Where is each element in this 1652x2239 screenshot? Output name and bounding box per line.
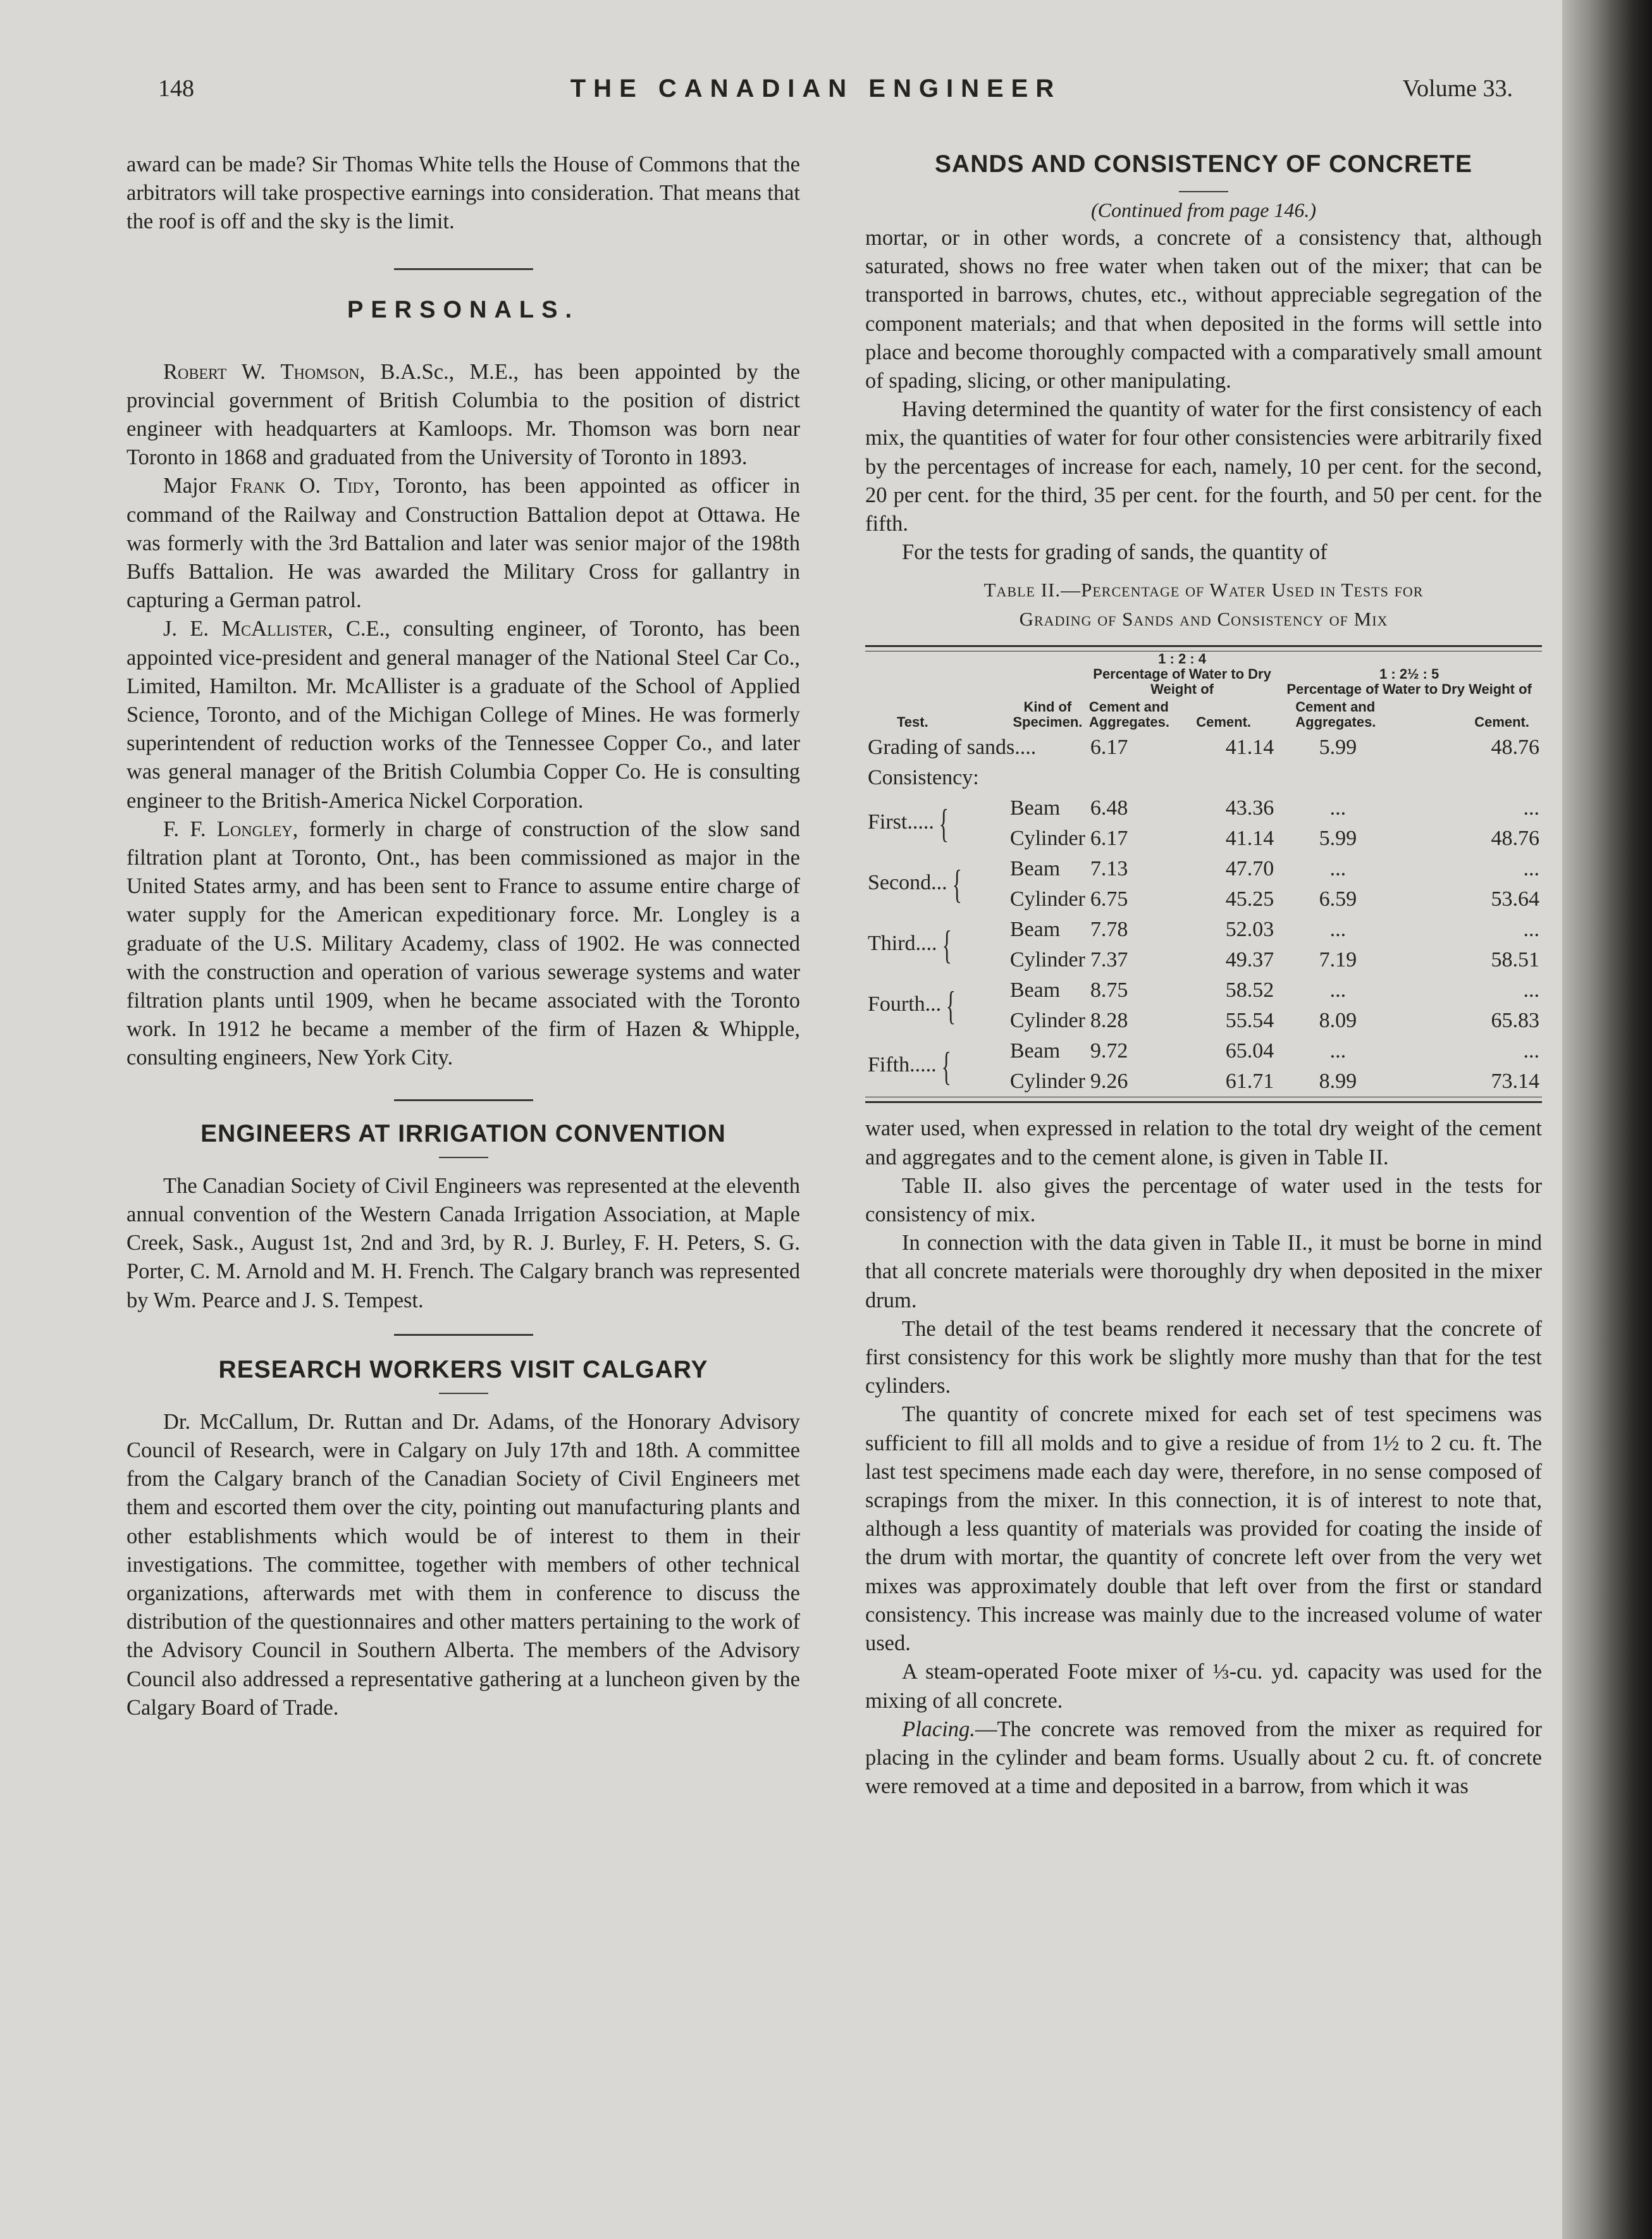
research-paragraph: Dr. McCallum, Dr. Ruttan and Dr. Adams, of the Honorary Advisory Council of Research, were in Calgary on July 17th and 18th. A committee from the Calgary branch of the Canadian Society of Civil Engineers met them and escorted them over the city, pointing out manufacturing plants and other establishments which would be of interest to them in their investigations. The committee, together with members of other technical organizations, afterwards met with them in conference to discuss the distribution of the questionnaires and other matters pertaining to the work of the Advisory Council in Southern Alberta. The members of the Advisory Council also addressed a representative gathering at a luncheon given by the Calgary Board of Trade. (126, 1409, 800, 1720)
table-cell: 52.03 (1225, 918, 1274, 942)
irrigation-heading: ENGINEERS AT IRRIGATION CONVENTION (200, 1120, 726, 1147)
table-cell: 41.14 (1225, 736, 1274, 760)
specimen-kind: Beam (1009, 796, 1061, 820)
table-cell: 43.36 (1225, 796, 1274, 820)
personals-heading: PERSONALS. (347, 296, 580, 323)
irrigation-paragraph: The Canadian Society of Civil Engineers was represented at the eleventh annual convention of the Western Canada Irrigation Association, at Maple Creek, Sask., August 1st, 2nd and 3rd, by R. J. Burley, F. H. Peters, S. G. Porter, C. M. Arnold and M. H. French. The Calgary branch was represented by Wm. Pearce and J. S. Tempest. (126, 1173, 800, 1312)
specimen-kind: Beam (1009, 978, 1061, 1002)
table-cell: 7.78 (1090, 918, 1128, 942)
brace-mark: { (952, 861, 962, 907)
table-cell: ... (1523, 1039, 1539, 1063)
person-name: F. F. Longley, (163, 817, 299, 841)
specimen-kind: Cylinder (1009, 1070, 1085, 1094)
table-cell: 8.28 (1090, 1009, 1128, 1033)
table-cell: 41.14 (1225, 827, 1274, 851)
person-rank: Major (163, 474, 231, 498)
consistency-label (865, 793, 1008, 854)
placing-text: —The concrete was removed from the mixer as required for placing in the cylinder and beam forms. Usually about 2 cu. ft. of concrete were removed at a time and deposited in a barrow, from which it was (865, 1717, 1542, 1799)
table-row (865, 1036, 1542, 1066)
consistency-label (865, 854, 1008, 915)
specimen-kind: Cylinder (1009, 887, 1085, 911)
person-name: J. E. McAllister, (163, 617, 333, 641)
consistency-label (865, 915, 1008, 975)
table-cell: ... (1523, 978, 1539, 1002)
page-number: 148 (158, 75, 194, 102)
table-cell: 58.51 (1491, 948, 1539, 972)
personal-text: B.A.Sc., M.E., has been appointed by the provincial government of British Columbia to the position of district engineer with headquarters at Kamloops. Mr. Thomson was born near Toronto in 1868 and graduated from the University of Toronto in 1893. (126, 359, 800, 470)
table-cell: 9.26 (1090, 1070, 1128, 1094)
article-paragraph: In connection with the data given in Table II., it must be borne in mind that all concrete materials were thoroughly dry when deposited in the mixer drum. (865, 1231, 1542, 1312)
group-ratio: 1 : 2½ : 5 (1379, 666, 1439, 682)
article-paragraph (865, 1715, 1542, 1801)
article-paragraph: A steam-operated Foote mixer of ⅓-cu. yd. capacity was used for the mixing of all concrete. (865, 1660, 1542, 1713)
table-row (865, 732, 1542, 763)
table-cell: 65.83 (1491, 1009, 1539, 1033)
table-cell: 53.64 (1491, 887, 1539, 911)
group-header-2 (1276, 651, 1542, 700)
person-name: Frank O. Tidy, (230, 474, 380, 498)
specimen-kind: Cylinder (1009, 1009, 1085, 1033)
article-paragraph: Having determined the quantity of water for the first consistency of each mix, the quantities of water for four other consistencies were arbitrarily fixed by the percentages of increase for each, namely, 10 per cent. for the second, 20 per cent. for the third, 35 per cent. for the fourth, and 50 per cent. for the fifth. (865, 397, 1542, 536)
person-name: Robert W. Thomson, (163, 359, 366, 384)
group-header-1 (1088, 651, 1276, 700)
table-cell: 8.75 (1090, 978, 1128, 1002)
table-cell: 9.72 (1090, 1039, 1128, 1063)
right-column (865, 151, 1542, 1801)
col-header-cement: Cement. (1196, 714, 1252, 731)
table-row (865, 854, 1542, 884)
water-percentage-table (865, 651, 1542, 1097)
brace-mark: { (942, 922, 952, 968)
table-cell: 48.76 (1491, 827, 1539, 851)
col-header-aggregates: Cement and Aggregates. (1295, 699, 1376, 731)
table-row (865, 915, 1542, 945)
table-cell: ... (1523, 796, 1539, 820)
table-body (865, 732, 1542, 1097)
table-cell: 65.04 (1225, 1039, 1274, 1063)
specimen-kind: Beam (1009, 857, 1061, 881)
personal-text: formerly in charge of construction of the slow sand filtration plant at Toronto, Ont., has been commissioned as major in the United States army, and has been sent to France to assume entire charge of water supply for the American expeditionary force. Mr. Longley is a graduate of the U.S. Military Academy, class of 1902. He was connected with the construction and operation of various sewerage systems and water filtration plants until 1909, when he became associated with the Toronto work. In 1912 he became a member of the firm of Hazen & Whipple, consulting engineers, New York City. (126, 817, 800, 1070)
table-cell: 55.54 (1225, 1009, 1274, 1033)
specimen-kind: Cylinder (1009, 948, 1085, 972)
table-cell: ... (1329, 918, 1347, 942)
consistency-label (865, 975, 1008, 1036)
consistency-name: Third.... (868, 932, 937, 956)
article-paragraph: mortar, or in other words, a concrete of a consistency that, although saturated, shows no free water when taken out of the mixer; that can be transported in barrows, chutes, etc., without appreciable segregation of the component materials; and that when deposited in the forms will settle into place and become thoroughly compacted with a comparatively small amount of spading, slicing, or other manipulating. (865, 226, 1542, 393)
brace-mark: { (939, 801, 949, 846)
journal-title: THE CANADIAN ENGINEER (570, 75, 1062, 102)
brace-mark: { (941, 1044, 951, 1089)
group-desc: Percentage of Water to Dry Weight of (1286, 681, 1532, 698)
left-column (126, 151, 800, 1722)
continued-note: (Continued from page 146.) (1090, 199, 1317, 221)
brace-mark: { (946, 983, 956, 1028)
consistency-label (865, 1036, 1008, 1097)
consistency-name: Fifth..... (868, 1053, 937, 1077)
table-cell: 45.25 (1225, 887, 1274, 911)
specimen-kind: Beam (1009, 918, 1061, 942)
book-spine-shadow (1562, 0, 1652, 2239)
table-cell: 6.17 (1090, 827, 1128, 851)
personal-item (126, 615, 800, 815)
table-cell: 49.37 (1225, 948, 1274, 972)
table-cell: 6.17 (1090, 736, 1128, 760)
table-row (865, 793, 1542, 823)
table-cell: ... (1329, 796, 1347, 820)
article-paragraph: water used, when expressed in relation to the total dry weight of the cement and aggregates and to the cement alone, is given in Table II. (865, 1116, 1542, 1169)
personal-item (126, 815, 800, 1073)
col-header-cement: Cement. (1474, 714, 1529, 731)
specimen-kind: Cylinder (1009, 827, 1085, 851)
table-row (865, 975, 1542, 1006)
article-paragraph: The quantity of concrete mixed for each set of test specimens was sufficient to fill all molds and to give a residue of from 1½ to 2 cu. ft. The last test specimens made each day were, therefore, in no sense composed of scrapings from the mixer. In this connection, it is of interest to note that, although a less quantity of materials was provided for coating the inside of the drum with mortar, the quantity of concrete left over from the very wet mixes was approximately double that left over from the first or standard consistency. This increase was mainly due to the increased volume of water used. (865, 1402, 1542, 1656)
col-header-aggregates: Cement and Aggregates. (1088, 699, 1170, 731)
col-header-test: Test. (897, 714, 928, 731)
table-cell: 61.71 (1225, 1070, 1274, 1094)
table-caption-line: Grading of Sands and Consistency of Mix (1019, 608, 1388, 631)
personal-text: Toronto, has been appointed as officer in command of the Railway and Construction Battalion depot at Ottawa. He was formerly with the 3rd Battalion and later was senior major of the 198th Buffs Battalion. He was awarded the Military Cross for gallantry in capturing a German patrol. (126, 474, 800, 613)
table-cell: 8.99 (1319, 1070, 1357, 1094)
consistency-name: First..... (868, 810, 934, 834)
table-cell: 7.37 (1090, 948, 1128, 972)
table-cell: 8.09 (1319, 1009, 1357, 1033)
article-paragraph: Table II. also gives the percentage of water used in the tests for consistency of mix. (865, 1173, 1542, 1227)
table-cell: 7.19 (1319, 948, 1357, 972)
personal-item (126, 358, 800, 472)
intro-paragraph: award can be made? Sir Thomas White tells the House of Commons that the arbitrators will take prospective earnings into consideration. That means that the roof is off and the sky is the limit. (126, 152, 800, 234)
col-header-kind: Kind of Specimen. (1013, 699, 1083, 731)
personals-list (126, 358, 800, 1073)
page-header (0, 75, 1543, 113)
table-cell: 7.13 (1090, 857, 1128, 881)
row-label: Consistency: (868, 766, 979, 790)
table-cell: 6.75 (1090, 887, 1128, 911)
table-cell: ... (1329, 978, 1347, 1002)
placing-label: Placing. (902, 1717, 975, 1741)
specimen-kind: Beam (1009, 1039, 1061, 1063)
group-desc: Percentage of Water to Dry Weight of (1093, 666, 1271, 698)
table-cell: 5.99 (1319, 827, 1357, 851)
table-cell: 5.99 (1319, 736, 1357, 760)
table-cell: 73.14 (1491, 1070, 1539, 1094)
table-caption-line: Table II.—Percentage of Water Used in Tests for (983, 579, 1424, 601)
table-cell: ... (1329, 1039, 1347, 1063)
article-paragraph: For the tests for grading of sands, the quantity of (902, 540, 1328, 565)
table-cell: 6.59 (1319, 887, 1357, 911)
article-title: SANDS AND CONSISTENCY OF CONCRETE (935, 151, 1472, 178)
table-cell: 47.70 (1225, 857, 1274, 881)
table-cell: ... (1523, 857, 1539, 881)
volume-label: Volume 33. (1402, 75, 1513, 102)
table-cell: ... (1329, 857, 1347, 881)
table-cell: 58.52 (1225, 978, 1274, 1002)
table-cell: 48.76 (1491, 736, 1539, 760)
table-bottom-rule (865, 1097, 1542, 1103)
table-header-row (865, 651, 1542, 700)
article-paragraph: The detail of the test beams rendered it necessary that the concrete of first consistency for this work be slightly more mushy than that for the test cylinders. (865, 1316, 1542, 1398)
table-cell: 6.48 (1090, 796, 1128, 820)
personal-item (126, 472, 800, 615)
table-caption (865, 576, 1542, 634)
consistency-name: Second... (868, 871, 947, 895)
consistency-name: Fourth... (868, 992, 942, 1016)
table-cell: ... (1523, 918, 1539, 942)
table-row (865, 763, 1542, 793)
row-label: Grading of sands.... (868, 736, 1037, 760)
research-heading: RESEARCH WORKERS VISIT CALGARY (218, 1355, 708, 1383)
personal-text: C.E., consulting engineer, of Toronto, has been appointed vice-president and general manager of the National Steel Car Co., Limited, Hamilton. Mr. McAllister is a graduate of the School of Applied Science, Toronto, and of the Michigan College of Mines. He was formerly superintendent of reduction works of the Tennessee Copper Co., and later was general manager of the British Columbia Copper Co. He is consulting engineer to the British-America Nickel Corporation. (126, 617, 800, 813)
group-ratio: 1 : 2 : 4 (1158, 651, 1206, 667)
